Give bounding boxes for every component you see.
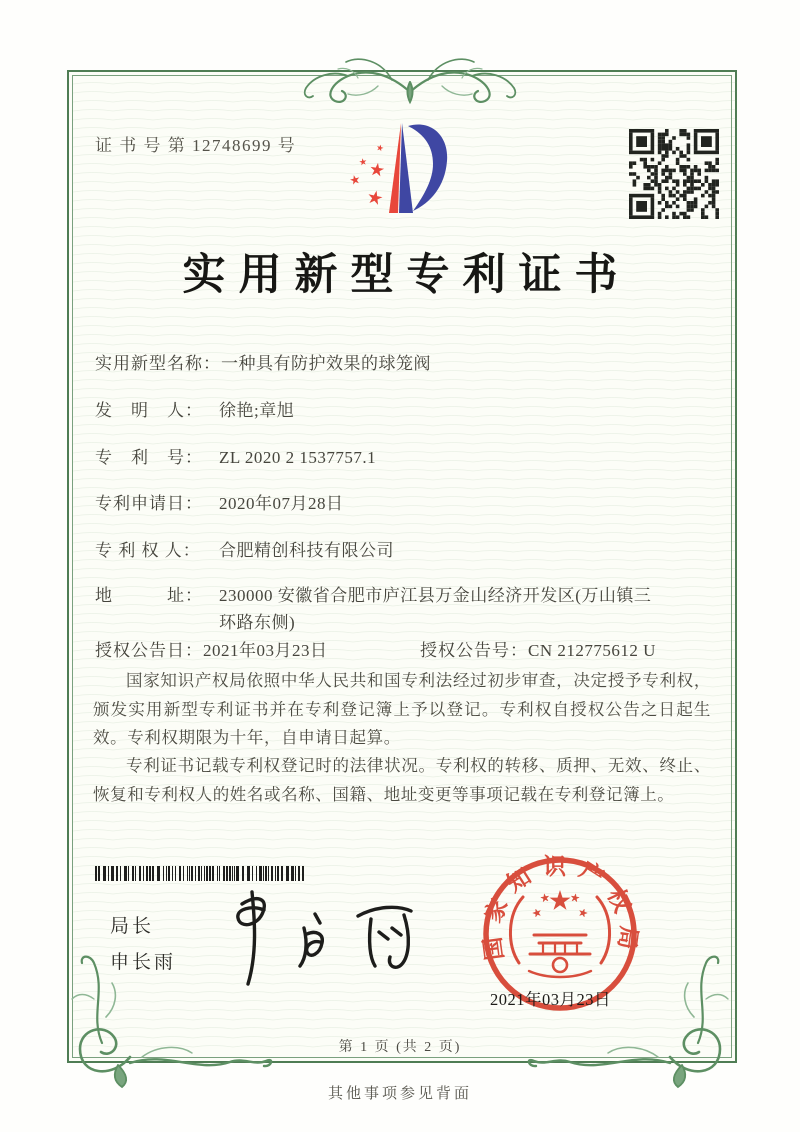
field-value: 合肥精创科技有限公司: [219, 541, 394, 560]
seal-agency-text: 国家知识产权局: [478, 854, 642, 962]
certificate-number: 证 书 号 第 12748699 号: [95, 136, 297, 155]
seal-date: 2021年03月23日: [490, 990, 611, 1009]
field-label: 地 址：: [95, 586, 203, 605]
field-label: 发 明 人：: [95, 401, 203, 420]
field-label: 专 利 权 人：: [95, 541, 201, 560]
field-value: 徐艳;章旭: [219, 401, 295, 420]
seal-national-emblem: [510, 892, 609, 978]
field-value: ZL 2020 2 1537757.1: [219, 448, 377, 467]
signer-name: 申长雨: [110, 952, 177, 973]
field-row-inventor: [95, 397, 663, 424]
field-row-patentee: [95, 537, 663, 564]
field-row-filing-date: [95, 490, 663, 517]
certificate-title: 实用新型专利证书: [182, 252, 631, 299]
field-row-patent-number: [95, 444, 663, 471]
field-row-address: [95, 582, 663, 636]
field-value: 一种具有防护效果的球笼阀: [221, 354, 431, 373]
grant-date-pair: [95, 637, 328, 664]
page-number-info: 第 1 页 (共 2 页): [338, 1040, 462, 1055]
legal-paragraph-1: 国家知识产权局依照中华人民共和国专利法经过初步审查，决定授予专利权，颁发实用新型专利证书并在专利登记簿上予以登记。专利权自授权公告之日起生效。专利权期限为十年，自申请日起算。: [93, 671, 711, 747]
top-center-flourish-ornament: [288, 34, 532, 116]
grant-date-value: 2021年03月23日: [203, 641, 328, 660]
field-label: 专利申请日：: [95, 494, 203, 513]
grant-date-label: 授权公告日：: [95, 641, 203, 660]
grant-number-pair: [420, 637, 656, 664]
field-label: 实用新型名称：: [95, 354, 221, 373]
signature-handwriting: [212, 882, 437, 994]
field-label: 专 利 号：: [95, 448, 203, 467]
signer-role: 局长: [110, 916, 155, 937]
qr-code: [629, 129, 719, 219]
legal-paragraph-2: 专利证书记载专利权登记时的法律状况。专利权的转移、质押、无效、终止、恢复和专利权人的姓名或名称、国籍、地址变更等事项记载在专利登记簿上。: [93, 756, 711, 804]
grant-number-value: CN 212775612 U: [528, 641, 656, 660]
cnipa-logo: [336, 114, 464, 232]
field-value: 230000 安徽省合肥市庐江县万金山经济开发区(万山镇三环路东侧): [219, 586, 652, 632]
field-value: 2020年07月28日: [219, 494, 344, 513]
barcode: [95, 866, 307, 882]
field-row-utility-model-name: [95, 350, 663, 377]
grant-number-label: 授权公告号：: [420, 641, 528, 660]
back-side-note: 其他事项参见背面: [327, 1086, 472, 1102]
